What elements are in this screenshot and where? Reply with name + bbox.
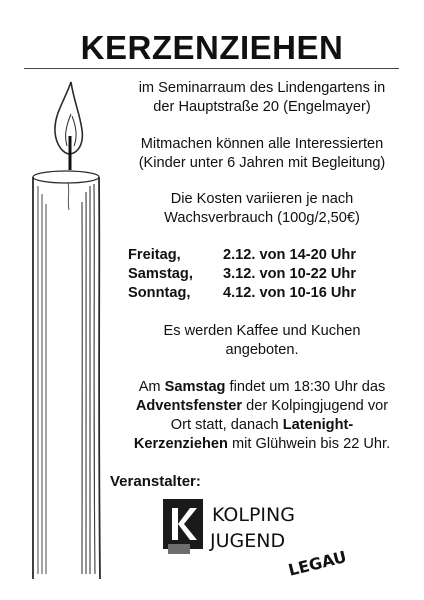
event-line-3 <box>112 416 412 435</box>
title-divider <box>24 68 399 69</box>
date-row <box>128 246 356 265</box>
kolping-k-mark <box>163 499 203 554</box>
costs-line-1: Die Kosten variieren je nach <box>170 191 354 207</box>
date-time: 4.12. von 10-16 Uhr <box>223 285 357 301</box>
event-line-2 <box>112 397 412 416</box>
date-day: Freitag, <box>128 247 181 263</box>
participation-line-2: (Kinder unter 6 Jahren mit Begleitung) <box>138 155 386 171</box>
date-row <box>128 265 356 284</box>
event-text <box>112 378 412 454</box>
date-time: 2.12. von 14-20 Uhr <box>223 247 357 263</box>
page-title: KERZENZIEHEN <box>80 29 344 66</box>
logo-word-1: KOLPING <box>212 504 295 526</box>
participation-line-1: Mitmachen können alle Interessierten <box>140 136 384 152</box>
logo-word-3: LEGAU <box>286 547 349 580</box>
event-text-part: der Kolpingjugend vor <box>242 398 389 414</box>
costs-line-2: Wachsverbrauch (100g/2,50€) <box>164 210 360 226</box>
refreshments-line-2: angeboten. <box>225 342 299 358</box>
event-line-4 <box>112 435 412 454</box>
participation-text <box>112 135 412 173</box>
event-text-part: findet um 18:30 Uhr das <box>225 379 386 395</box>
date-day: Sonntag, <box>128 285 191 301</box>
refreshments-text <box>112 322 412 360</box>
event-line-1 <box>112 378 412 397</box>
latenight-highlight: Latenight- <box>282 417 354 433</box>
event-name-highlight: Adventsfenster <box>135 398 243 414</box>
organizer-label: Veranstalter: <box>110 473 201 490</box>
event-text-part: Ort statt, danach <box>170 417 283 433</box>
candle-illustration <box>20 74 110 579</box>
location-line-2: der Hauptstraße 20 (Engelmayer) <box>153 99 371 115</box>
date-row <box>128 284 356 303</box>
date-day: Samstag, <box>128 266 193 282</box>
kolping-jugend-logo <box>160 492 349 584</box>
dates-list <box>128 246 356 303</box>
event-text-part: Am <box>138 379 165 395</box>
latenight-highlight: Kerzenziehen <box>133 436 228 452</box>
refreshments-line-1: Es werden Kaffee und Kuchen <box>163 323 361 339</box>
location-text <box>112 79 412 117</box>
location-line-1: im Seminarraum des Lindengartens in <box>138 80 386 96</box>
logo-word-2: JUGEND <box>210 530 286 552</box>
date-time: 3.12. von 10-22 Uhr <box>223 266 357 282</box>
event-text-part: mit Glühwein bis 22 Uhr. <box>227 436 391 452</box>
costs-text <box>112 190 412 228</box>
event-day-highlight: Samstag <box>164 379 226 395</box>
